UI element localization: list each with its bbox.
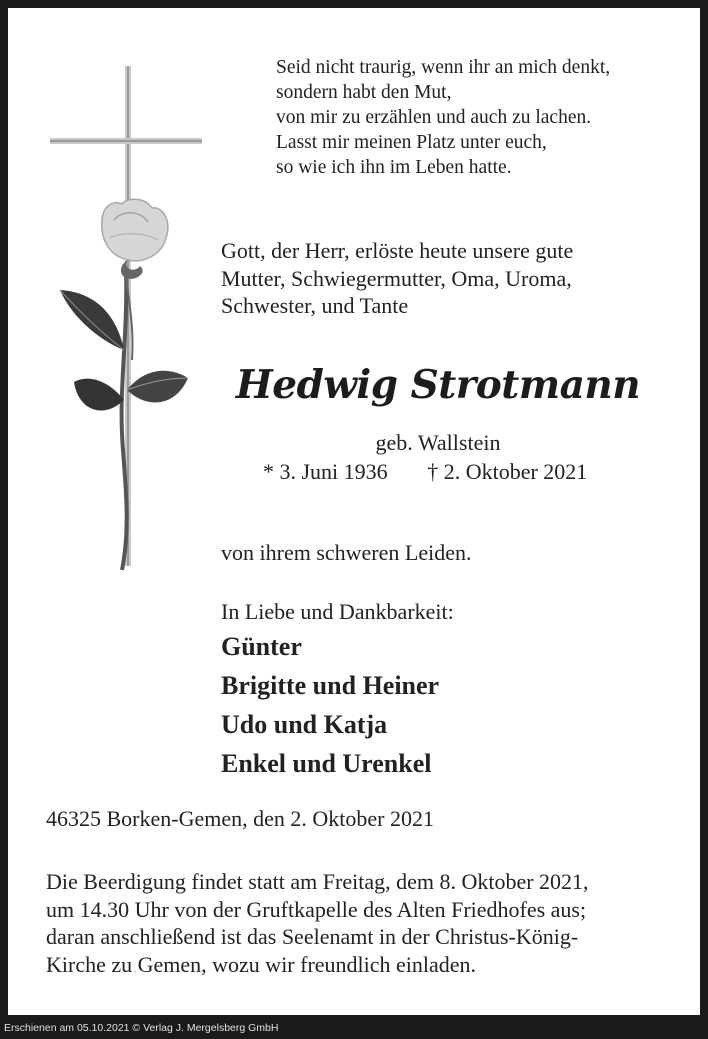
mourner-name: Brigitte und Heiner	[221, 671, 440, 700]
mourner-name: Günter	[221, 632, 302, 661]
mourner-name: Enkel und Urenkel	[221, 749, 432, 778]
life-dates	[263, 459, 663, 485]
thanks-text: In Liebe und Dankbarkeit:	[221, 599, 454, 624]
funeral-line: Kirche zu Gemen, wozu wir freundlich einladen.	[46, 951, 477, 977]
mourners-list	[221, 627, 691, 783]
intro-line: Schwester, und Tante	[221, 293, 409, 318]
death-date: † 2. Oktober 2021	[427, 459, 588, 484]
cross-and-rose-ornament	[48, 60, 208, 575]
poem-line: Lasst mir meinen Platz unter euch,	[276, 132, 547, 153]
publication-footer: Erschienen am 05.10.2021 © Verlag J. Mergelsberg GmbH	[4, 1022, 279, 1034]
funeral-line: daran anschließend ist das Seelenamt in der Christus-König-	[46, 924, 579, 949]
poem-line: so wie ich ihn im Leben hatte.	[276, 157, 512, 178]
intro-line: Mutter, Schwiegermutter, Oma, Uroma,	[221, 265, 572, 291]
poem-line: sondern habt den Mut,	[276, 82, 452, 103]
mourner-name: Udo und Katja	[221, 710, 388, 739]
poem-line: von mir zu erzählen und auch zu lachen.	[276, 107, 592, 128]
poem	[276, 55, 696, 180]
place-date: 46325 Borken-Gemen, den 2. Oktober 2021	[46, 806, 434, 831]
poem-line: Seid nicht traurig, wenn ihr an mich denkt,	[276, 57, 611, 78]
rose-icon	[60, 199, 188, 570]
obituary-card	[8, 8, 700, 1015]
intro-text	[221, 237, 691, 320]
funeral-info	[46, 868, 686, 978]
after-text: von ihrem schweren Leiden.	[221, 540, 472, 565]
deceased-name: Hedwig Strotmann	[235, 362, 641, 408]
birth-date: * 3. Juni 1936	[263, 459, 388, 484]
intro-line: Gott, der Herr, erlöste heute unsere gute	[221, 238, 574, 263]
maiden-name: geb. Wallstein	[375, 430, 501, 455]
funeral-line: um 14.30 Uhr von der Gruftkapelle des Alten Friedhofes aus;	[46, 896, 587, 922]
funeral-line: Die Beerdigung findet statt am Freitag, dem 8. Oktober 2021,	[46, 869, 589, 894]
